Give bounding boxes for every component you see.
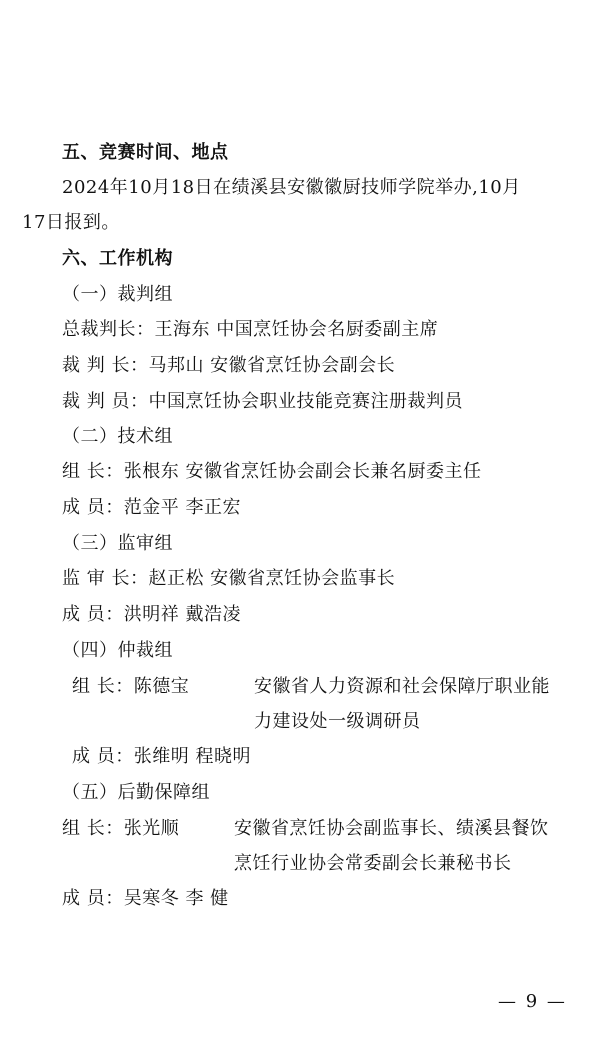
section-5-text-line-1: 2024年10月18日在绩溪县安徽徽厨技师学院举办,10月 xyxy=(62,177,521,198)
group-5-row-leader-label: 组 长：张光顺 xyxy=(62,818,180,839)
group-1-heading: （一）裁判组 xyxy=(62,284,173,305)
page-number: — 9 — xyxy=(498,991,567,1012)
group-5-row-leader-desc-2: 烹饪行业协会常委副会长兼秘书长 xyxy=(234,853,512,874)
group-2-heading: （二）技术组 xyxy=(62,426,173,447)
group-4-heading: （四）仲裁组 xyxy=(62,640,173,661)
group-1-row-referees: 裁 判 员：中国烹饪协会职业技能竞赛注册裁判员 xyxy=(62,391,463,412)
group-3-row-leader: 监 审 长：赵正松 安徽省烹饪协会监事长 xyxy=(62,568,396,589)
group-2-row-members: 成 员：范金平 李正宏 xyxy=(62,497,241,518)
group-4-row-members: 成 员：张维明 程晓明 xyxy=(72,746,251,767)
group-5-row-leader-desc-1: 安徽省烹饪协会副监事长、绩溪县餐饮 xyxy=(234,818,549,839)
group-5-row-members: 成 员：吴寒冬 李 健 xyxy=(62,888,229,909)
group-4-row-leader-desc-1: 安徽省人力资源和社会保障厅职业能 xyxy=(254,676,550,697)
section-5-text-line-2: 17日报到。 xyxy=(22,212,120,233)
group-5-heading: （五）后勤保障组 xyxy=(62,782,210,803)
group-3-heading: （三）监审组 xyxy=(62,533,173,554)
group-4-row-leader-desc-2: 力建设处一级调研员 xyxy=(254,711,421,732)
section-5-heading: 五、竞赛时间、地点 xyxy=(62,142,229,163)
group-2-row-leader: 组 长：张根东 安徽省烹饪协会副会长兼名厨委主任 xyxy=(62,461,482,482)
group-3-row-members: 成 员：洪明祥 戴浩凌 xyxy=(62,604,241,625)
group-1-row-referee-lead: 裁 判 长：马邦山 安徽省烹饪协会副会长 xyxy=(62,355,396,376)
group-1-row-chief-referee: 总裁判长：王海东 中国烹饪协会名厨委副主席 xyxy=(62,319,439,340)
section-6-heading: 六、工作机构 xyxy=(62,248,173,269)
group-4-row-leader-label: 组 长：陈德宝 xyxy=(72,676,190,697)
